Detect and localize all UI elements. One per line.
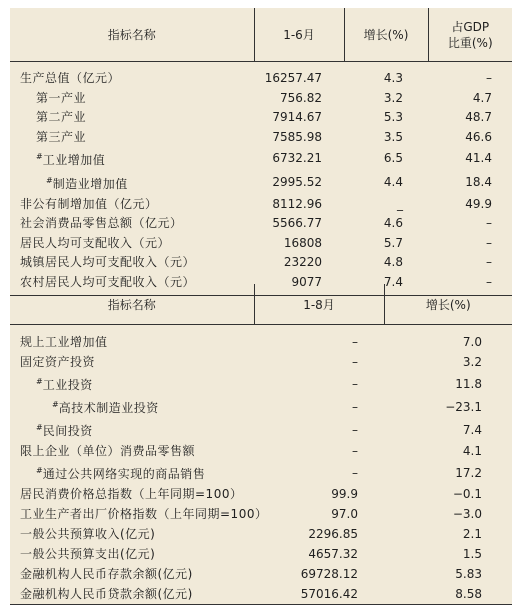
table-row <box>10 441 512 461</box>
table-row <box>10 89 512 109</box>
indicator-cell <box>10 441 254 461</box>
gdp-share-cell: – <box>486 216 492 231</box>
indicator-cell <box>10 461 254 484</box>
value-cell: 23220 <box>283 255 322 270</box>
indicator-cell <box>10 234 254 254</box>
table-1-header-row <box>10 8 512 62</box>
indicator-label: 金融机构人民币存款余额(亿元) <box>20 567 193 581</box>
growth-cell: 7.4 <box>344 273 428 295</box>
statistics-page <box>10 8 512 605</box>
indicator-cell <box>10 325 254 353</box>
growth-cell: 6.5 <box>383 151 403 166</box>
indicator-label: 城镇居民人均可支配收入（元） <box>20 255 196 270</box>
growth-cell: 5.83 <box>455 567 482 581</box>
hash-mark: # <box>52 400 59 409</box>
indicator-label: 工业增加值 <box>42 153 106 168</box>
indicator-label: 一般公共预算收入(亿元) <box>20 527 156 541</box>
indicator-label: 居民人均可支配收入（元） <box>20 235 171 250</box>
hash-mark: # <box>36 466 43 475</box>
growth-cell: 11.8 <box>455 376 482 391</box>
indicator-label: 固定资产投资 <box>20 355 96 369</box>
growth-cell: 7.4 <box>462 422 482 437</box>
growth-cell: 4.1 <box>462 444 482 458</box>
gdp-share-cell: 46.6 <box>465 129 492 144</box>
indicator-label: 居民消费价格总指数（上年同期=100） <box>20 487 243 501</box>
table-row <box>10 253 512 273</box>
value-cell: 756.82 <box>280 90 322 105</box>
table-row <box>10 325 512 353</box>
indicator-cell <box>10 418 254 441</box>
header-period: 1-8月 <box>254 284 384 325</box>
value-cell: 9077 <box>254 273 344 295</box>
growth-cell: 5.3 <box>383 110 403 125</box>
header-growth: 增长(%) <box>344 8 428 62</box>
indicator-cell <box>10 62 254 89</box>
gdp-share-cell: 4.7 <box>472 90 492 105</box>
value-cell: 6732.21 <box>272 151 322 166</box>
gdp-share-cell: 48.7 <box>465 110 492 125</box>
header-gdp-share-line2: 比重(%) <box>447 35 493 50</box>
gdp-share-cell: 49.9 <box>465 196 492 211</box>
indicator-cell <box>10 89 254 109</box>
indicator-cell <box>10 395 254 418</box>
indicator-cell <box>10 564 254 584</box>
value-cell: 57016.42 <box>254 584 384 605</box>
indicator-cell <box>10 214 254 234</box>
value-cell: – <box>352 422 358 437</box>
indicator-label: 限上企业（单位）消费品零售额 <box>20 444 196 458</box>
table-row <box>10 234 512 254</box>
value-cell: 16257.47 <box>264 71 322 85</box>
table-row <box>10 418 512 441</box>
growth-cell: 8.58 <box>384 584 512 605</box>
growth-cell: 2.1 <box>462 527 482 541</box>
indicator-cell <box>10 544 254 564</box>
table-row <box>10 544 512 564</box>
indicator-label: 工业生产者出厂价格指数（上年同期=100） <box>20 507 268 521</box>
gdp-share-cell: – <box>486 71 492 85</box>
indicator-label: 农村居民人均可支配收入（元） <box>20 274 196 289</box>
table-row <box>10 461 512 484</box>
value-cell: 97.0 <box>331 507 358 521</box>
table-row <box>10 484 512 504</box>
header-gdp-share-line1: 占GDP <box>451 19 490 34</box>
indicator-label: 工业投资 <box>42 378 93 392</box>
indicator-label: 民间投资 <box>42 424 93 438</box>
table-2-eight-month <box>10 284 512 605</box>
value-cell: 4657.32 <box>308 547 358 561</box>
value-cell: 16808 <box>283 235 322 250</box>
table-row <box>10 395 512 418</box>
table-row <box>10 62 512 89</box>
growth-cell: 17.2 <box>455 465 482 480</box>
table-row <box>10 128 512 148</box>
table-row <box>10 352 512 372</box>
value-cell: 69728.12 <box>300 567 358 581</box>
growth-cell: 5.7 <box>383 235 403 250</box>
growth-cell: 4.6 <box>383 216 403 231</box>
value-cell: – <box>352 335 358 349</box>
growth-cell: 7.0 <box>462 335 482 349</box>
indicator-cell <box>10 524 254 544</box>
indicator-cell <box>10 128 254 148</box>
indicator-label: 非公有制增加值（亿元） <box>20 196 158 211</box>
hash-mark: # <box>36 377 43 386</box>
table-row <box>10 504 512 524</box>
indicator-label: 第三产业 <box>36 129 87 144</box>
hash-mark: # <box>36 423 43 432</box>
indicator-label: 通过公共网络实现的商品销售 <box>42 467 206 481</box>
value-cell: 5566.77 <box>272 216 322 231</box>
indicator-label: 社会消费品零售总额（亿元） <box>20 216 183 231</box>
gdp-share-cell: 18.4 <box>465 174 492 189</box>
table-2-header-row <box>10 284 512 325</box>
growth-cell: 4.3 <box>383 71 403 85</box>
indicator-cell <box>10 504 268 524</box>
header-indicator: 指标名称 <box>10 284 254 325</box>
header-gdp-share <box>428 8 512 62</box>
header-period: 1-6月 <box>254 8 344 62</box>
gdp-share-cell: – <box>486 235 492 250</box>
table-row <box>10 195 512 215</box>
table-row <box>10 564 512 584</box>
growth-cell: 3.5 <box>383 129 403 144</box>
indicator-cell <box>10 171 254 195</box>
indicator-label: 高技术制造业投资 <box>58 401 159 415</box>
indicator-label: 一般公共预算支出(亿元) <box>20 547 156 561</box>
header-indicator: 指标名称 <box>10 8 254 62</box>
indicator-cell <box>10 253 254 273</box>
indicator-cell <box>10 108 254 128</box>
value-cell: 2296.85 <box>308 527 358 541</box>
hash-mark: # <box>46 175 53 185</box>
value-cell: 2995.52 <box>272 174 322 189</box>
value-cell: – <box>352 376 358 391</box>
value-cell: – <box>352 355 358 369</box>
indicator-cell <box>10 352 254 372</box>
value-cell: 7914.67 <box>272 110 322 125</box>
indicator-label: 第一产业 <box>36 90 87 105</box>
value-cell: 99.9 <box>331 487 358 501</box>
indicator-label: 规上工业增加值 <box>20 335 108 349</box>
gdp-share-cell: – <box>428 273 512 295</box>
value-cell: – <box>352 444 358 458</box>
value-cell: 8112.96 <box>272 196 322 211</box>
growth-cell: 4.8 <box>383 255 403 270</box>
table-row <box>10 372 512 395</box>
indicator-cell <box>10 584 254 605</box>
table-row <box>10 214 512 234</box>
indicator-label: 第二产业 <box>36 110 87 125</box>
header-growth: 增长(%) <box>384 284 512 325</box>
gdp-share-cell: 41.4 <box>465 151 492 166</box>
growth-cell: 1.5 <box>462 547 482 561</box>
table-row <box>10 147 512 171</box>
table-row <box>10 108 512 128</box>
growth-cell: −23.1 <box>445 399 482 414</box>
indicator-label: 金融机构人民币贷款余额(亿元) <box>20 587 193 601</box>
indicator-cell <box>10 372 254 395</box>
value-cell: 7585.98 <box>272 129 322 144</box>
indicator-cell <box>10 195 254 215</box>
growth-cell: 3.2 <box>462 355 482 369</box>
table-row <box>10 584 512 605</box>
gdp-share-cell: – <box>486 255 492 270</box>
table-1-half-year <box>10 8 512 296</box>
growth-cell: 3.2 <box>383 90 403 105</box>
value-cell: – <box>352 465 358 480</box>
growth-cell: −3.0 <box>452 507 482 521</box>
growth-cell: 4.4 <box>383 174 403 189</box>
indicator-cell <box>10 147 254 171</box>
growth-cell: −0.1 <box>452 487 482 501</box>
indicator-cell <box>10 484 254 504</box>
table-row <box>10 524 512 544</box>
value-cell: – <box>352 399 358 414</box>
growth-cell: _ <box>397 196 403 211</box>
indicator-label: 制造业增加值 <box>52 176 128 191</box>
table-row <box>10 171 512 195</box>
indicator-label: 生产总值（亿元） <box>20 71 121 85</box>
hash-mark: # <box>36 152 43 162</box>
